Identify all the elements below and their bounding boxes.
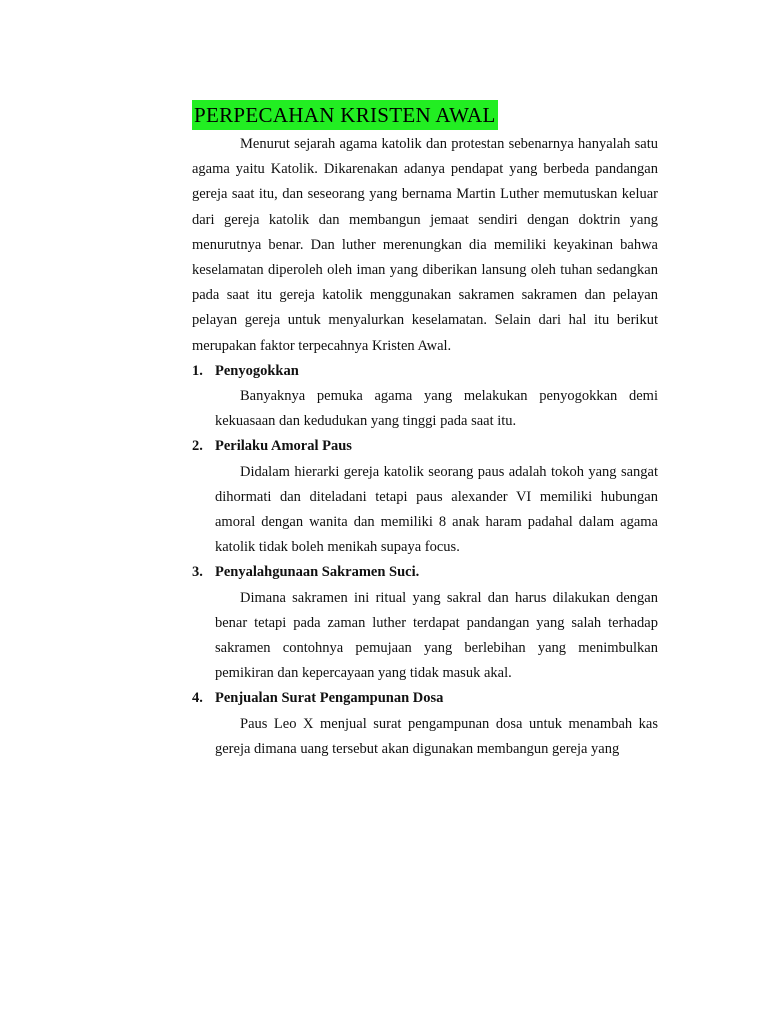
list-item-heading [192, 359, 658, 384]
list-item-title: Penyogokkan [215, 362, 299, 379]
document-title: PERPECAHAN KRISTEN AWAL [192, 100, 498, 130]
list-item-body: Didalam hierarki gereja katolik seorang paus adalah tokoh yang sangat dihormati dan diteladani tetapi paus alexander VI memiliki hubungan amoral dengan wanita dan memiliki 8 anak haram padahal dalam agama katolik tidak boleh menikah supaya focus. [215, 463, 658, 556]
list-item [192, 560, 658, 686]
document-body [192, 100, 658, 762]
factor-list [192, 359, 658, 762]
list-item-body: Dimana sakramen ini ritual yang sakral dan harus dilakukan dengan benar tetapi pada zaman luther terdapat pandangan yang salah terhadap sakramen contohnya pemujaan yang berlebihan yang menimbulkan pemikiran dan kepercayaan yang tidak masuk akal. [215, 589, 658, 682]
list-item-body: Banyaknya pemuka agama yang melakukan penyogokkan demi kekuasaan dan kedudukan yang tinggi pada saat itu. [215, 388, 658, 430]
intro-paragraph: Menurut sejarah agama katolik dan protestan sebenarnya hanyalah satu agama yaitu Katolik. Dikarenakan adanya pendapat yang berbeda pandangan gereja saat itu, dan seseorang yang bernama Martin Luther memutuskan keluar dari gereja katolik dan membangun jemaat sendiri dengan doktrin yang menurutnya benar. Dan luther merenungkan dia memiliki keyakinan bahwa keselamatan diperoleh oleh iman yang diberikan lansung oleh tuhan sedangkan pada saat itu gereja katolik menggunakan sakramen sakramen dan pelayan pelayan gereja untuk menyalurkan keselamatan. Selain dari hal itu berikut merupakan faktor terpecahnya Kristen Awal. [192, 136, 658, 354]
list-item [192, 434, 658, 560]
list-item-number: 4. [192, 690, 203, 707]
list-item-body: Paus Leo X menjual surat pengampunan dosa untuk menambah kas gereja dimana uang tersebut akan digunakan membangun gereja yang [215, 715, 658, 757]
list-item-title: Penyalahgunaan Sakramen Suci. [215, 564, 420, 581]
list-item [192, 686, 658, 762]
list-item-heading [192, 686, 658, 711]
list-item-heading [192, 560, 658, 585]
list-item [192, 359, 658, 435]
list-item-title: Penjualan Surat Pengampunan Dosa [215, 690, 444, 707]
list-item-title: Perilaku Amoral Paus [215, 438, 352, 455]
list-item-number: 2. [192, 438, 203, 455]
list-item-heading [192, 434, 658, 459]
list-item-number: 1. [192, 362, 203, 379]
list-item-number: 3. [192, 564, 203, 581]
